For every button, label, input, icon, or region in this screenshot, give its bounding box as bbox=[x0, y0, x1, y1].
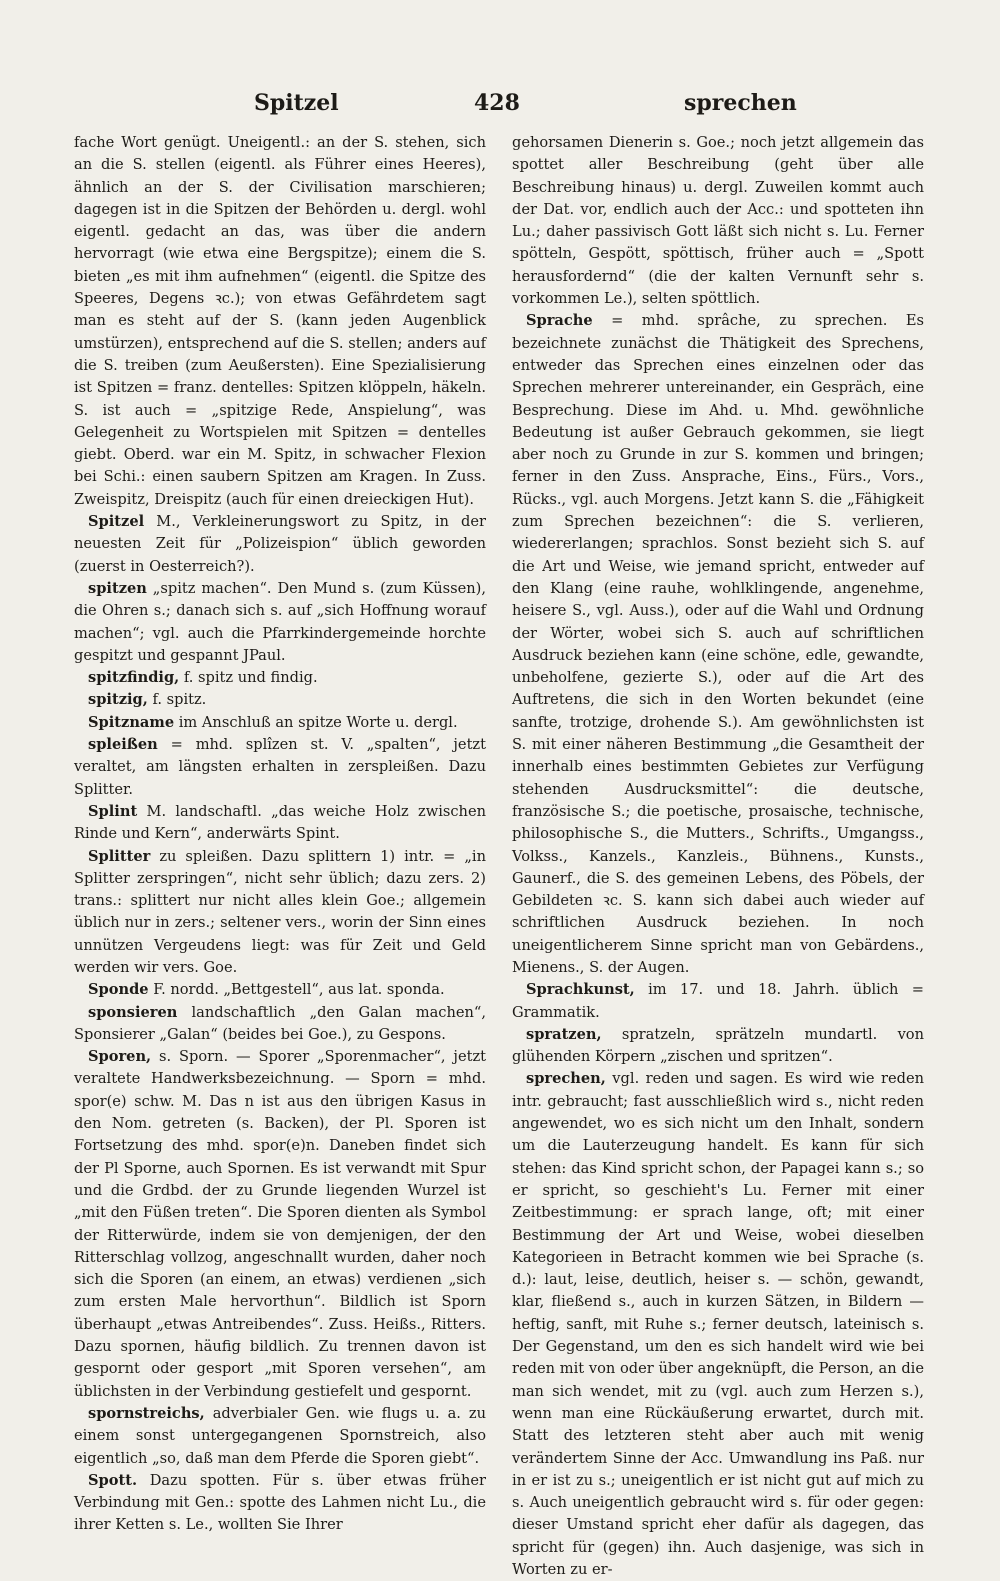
entry-headword: Splint bbox=[88, 802, 138, 820]
dictionary-entry bbox=[74, 578, 486, 667]
entry-headword: Sponde bbox=[88, 981, 149, 999]
dictionary-page bbox=[74, 80, 930, 1578]
dictionary-entry bbox=[74, 1470, 486, 1537]
entry-headword: Spitzel bbox=[88, 513, 145, 531]
entry-text: gehorsamen Dienerin s. Goe.; noch jetzt allgemein das spottet aller Beschreibung (geht über alle Beschreibung hinaus) u. dergl. Zuweilen kommt auch der Dat. vor, endlich auch der Acc.: und spotteten ihn Lu.; daher passivisch Gott läßt sich nicht s. Lu. Ferner spötteln, Gespött, spöttisch, früher auch = „Spott herausfordernd“ (die der kalten Vernunft sehr s. vorkommen Le.), selten spöttlich. bbox=[512, 134, 924, 308]
dictionary-entry bbox=[74, 132, 486, 511]
entry-text: Dazu spotten. Für s. über etwas früher Verbindung mit Gen.: spotte des Lahmen nicht Lu., die ihrer Ketten s. Le., wollten Sie Ihrer bbox=[74, 1471, 486, 1534]
entry-text: landschaftlich „den Galan machen“, Sponsierer „Galan“ (beides bei Goe.), zu Gespons. bbox=[74, 1003, 486, 1043]
entry-headword: spitzfindig, bbox=[88, 669, 180, 687]
right-column bbox=[512, 132, 924, 1578]
entry-text: zu spleißen. Dazu splittern 1) intr. = „in Splitter zerspringen“, nicht sehr üblich; dazu zers. 2) trans.: splittert nur nicht alles klein Goe.; allgemein üblich nur in zers.; seltener vers., worin der Sinn eines unnützen Vergeudens liegt: was für Zeit und Geld werden wir vers. Goe. bbox=[74, 847, 486, 976]
entry-headword: Sprache bbox=[526, 312, 593, 330]
entry-headword: spitzen bbox=[88, 579, 147, 597]
entry-text: adverbialer Gen. wie flugs u. a. zu einem sonst untergegangenen Spornstreich, also eigentlich „so, daß man dem Pferde die Sporen giebt“. bbox=[74, 1404, 486, 1467]
dictionary-entry bbox=[74, 1002, 486, 1047]
dictionary-entry bbox=[512, 979, 924, 1024]
dictionary-entry bbox=[74, 511, 486, 578]
entry-text: M., Verkleinerungswort zu Spitz, in der neuesten Zeit für „Polizeispion“ üblich geworden (zuerst in Oesterreich?). bbox=[74, 513, 486, 575]
entry-text: fache Wort genügt. Uneigentl.: an der S. stehen, sich an die S. stellen (eigentl. als Führer eines Heeres), ähnlich an der S. der Civilisation marschieren; dagegen ist in die Spitzen der Behörden u. dergl. wohl eigentl. gedacht an das, was über die andern hervorragt (wie etwa eine Bergspitze); einem die S. bieten „es mit ihm aufnehmen“ (eigentl. die Spitze des Speeres, Degens ꝛc.); von etwas Gefährdetem sagt man es steht auf der S. (kann jeden Augenblick umstürzen), entsprechend auf die S. stellen; anders auf die S. treiben (zum Aeußersten). Eine Spezialisierung ist Spitzen = franz. dentelles: Spitzen klöppeln, häkeln. S. ist auch = „spitzige Rede, Anspielung“, was Gelegenheit zu Wortspielen mit Spitzen = dentelles giebt. Oberd. war ein M. Spitz, in schwacher Flexion bei Schi.: einen saubern Spitzen am Kragen. In Zuss. Zweispitz, Dreispitz (auch für einen dreieckigen Hut). bbox=[74, 134, 486, 508]
entry-text: F. nordd. „Bettgestell“, aus lat. sponda. bbox=[148, 981, 445, 999]
entry-headword: spornstreichs, bbox=[88, 1404, 205, 1422]
dictionary-entry bbox=[74, 846, 486, 980]
dictionary-entry bbox=[74, 1046, 486, 1403]
entry-text: im Anschluß an spitze Worte u. dergl. bbox=[174, 713, 458, 731]
entry-headword: Spitzname bbox=[88, 713, 175, 731]
entry-text: „spitz machen“. Den Mund s. (zum Küssen), die Ohren s.; danach sich s. auf „sich Hoffnung worauf machen“; vgl. auch die Pfarrkindergemeinde horchte gespitzt und gespannt JPaul. bbox=[74, 579, 486, 664]
dictionary-entry bbox=[512, 310, 924, 979]
dictionary-entry bbox=[74, 712, 486, 734]
dictionary-entry bbox=[74, 801, 486, 846]
left-column bbox=[74, 132, 486, 1534]
dictionary-entry bbox=[74, 689, 486, 711]
entry-headword: Splitter bbox=[88, 847, 151, 865]
page-number: 428 bbox=[474, 90, 520, 116]
dictionary-entry bbox=[74, 734, 486, 801]
entry-headword: sponsieren bbox=[88, 1003, 178, 1021]
entry-headword: spleißen bbox=[88, 736, 158, 754]
dictionary-entry bbox=[74, 979, 486, 1001]
entry-text: = mhd. splîzen st. V. „spalten“, jetzt veraltet, am längsten erhalten in zerspleißen. Dazu Splitter. bbox=[74, 736, 486, 798]
entry-text: spratzeln, sprätzeln mundartl. von glühenden Körpern „zischen und spritzen“. bbox=[512, 1025, 924, 1066]
entry-text: f. spitz und findig. bbox=[179, 669, 318, 687]
header-right-catchword: sprechen bbox=[684, 90, 797, 116]
dictionary-entry bbox=[74, 1403, 486, 1470]
entry-headword: Sprachkunst, bbox=[526, 981, 635, 999]
entry-text: vgl. reden und sagen. Es wird wie reden intr. gebraucht; fast ausschließlich wird s., nicht reden angewendet, wo es sich nicht um den Inhalt, sondern um die Lauterzeugung handelt. Es kann für sich stehen: das Kind spricht schon, der Papagei kann s.; so er spricht, so geschieht's Lu. Ferner mit einer Zeitbestimmung: er sprach lange, oft; mit einer Bestimmung der Art und Weise, wobei dieselben Kategorieen in Betracht kommen wie bei Sprache (s. d.): laut, leise, deutlich, heiser s. — schön, gewandt, klar, fließend s., auch in kurzen Sätzen, in Bildern — heftig, sanft, mit Ruhe s.; ferner deutsch, lateinisch s. Der Gegenstand, um den es sich handelt wird wie bei reden mit von oder über angeknüpft, die Person, an die man sich wendet, mit zu (vgl. auch zum Herzen s.), wenn man eine Rückäußerung erwartet, durch mit. Statt des letzteren steht aber auch mit wenig verändertem Sinne der Acc. Umwandlung ins Paß. nur in er ist zu s.; uneigentlich er ist nicht gut auf mich zu s. Auch uneigentlich gebraucht wird s. für oder gegen: dieser Umstand spricht eher dafür als dagegen, das spricht für (gegen) ihn. Auch dasjenige, was sich in Worten zu er- bbox=[512, 1070, 924, 1578]
entry-headword: Sporen, bbox=[88, 1048, 152, 1066]
entry-headword: spitzig, bbox=[88, 691, 148, 709]
entry-text: M. landschaftl. „das weiche Holz zwischen Rinde und Kern“, anderwärts Spint. bbox=[74, 802, 486, 843]
header-left-catchword: Spitzel bbox=[254, 90, 339, 116]
entry-headword: Spott. bbox=[88, 1471, 138, 1489]
entry-text: im 17. und 18. Jahrh. üblich = Grammatik. bbox=[512, 981, 924, 1021]
dictionary-entry bbox=[512, 1068, 924, 1581]
entry-text: s. Sporn. — Sporer „Sporenmacher“, jetzt veraltete Handwerksbezeichnung. — Sporn = mhd. spor(e) schw. M. Das n ist aus den übrigen Kasus in den Nom. getreten (s. Backen), der Pl. Sporen ist Fortsetzung des mhd. spor(e)n. Daneben findet sich der Pl Sporne, auch Spornen. Es ist verwandt mit Spur und die Grdbd. der zu Grunde liegenden Wurzel ist „mit den Füßen treten“. Die Sporen dienten als Symbol der Ritterwürde, indem sie von demjenigen, der den Ritterschlag vollzog, angeschnallt wurden, daher noch sich die Sporen (an einem, an etwas) verdienen „sich zum ersten Male hervorthun“. Bildlich ist Sporn überhaupt „etwas Antreibendes“. Zuss. Heißs., Ritters. Dazu spornen, häufig bildlich. Zu trennen davon ist gespornt oder gesport „mit Sporen versehen“, am üblichsten in der Verbindung gestiefelt und gespornt. bbox=[74, 1048, 486, 1400]
running-header bbox=[74, 90, 930, 126]
dictionary-entry bbox=[512, 132, 924, 310]
entry-text: = mhd. sprâche, zu sprechen. Es bezeichnete zunächst die Thätigkeit des Sprechens, entweder das Sprechen eines einzelnen oder das Sprechen mehrerer untereinander, ein Gespräch, eine Besprechung. Diese im Ahd. u. Mhd. gewöhnliche Bedeutung ist außer Gebrauch gekommen, sie liegt aber noch zu Grunde in zur S. kommen und bringen; ferner in den Zuss. Ansprache, Eins., Fürs., Vors., Rücks., vgl. auch Morgens. Jetzt kann S. die „Fähigkeit zum Sprechen bezeichnen“: die S. verlieren, wiedererlangen; sprachlos. Sonst bezieht sich S. auf die Art und Weise, wie jemand spricht, entweder auf den Klang (eine rauhe, wohlklingende, angenehme, heisere S., vgl. Auss.), oder auf die Wahl und Ordnung der Wörter, wobei sich S. auch auf schriftlichen Ausdruck beziehen kann (eine schöne, edle, gewandte, unbeholfene, gezierte S.), oder auf die Art des Auftretens, die sich in den Worten bekundet (eine sanfte, trotzige, drohende S.). Am gewöhnlichsten ist S. mit einer näheren Bestimmung „die Gesamtheit der innerhalb eines bestimmten Gebietes zur Verfügung stehenden Ausdrucksmittel“: die deutsche, französische S.; die poetische, prosaische, technische, philosophische S., die Mutters., Schrifts., Umgangss., Volkss., Kanzels., Kanzleis., Bühnens., Kunsts., Gaunerf., die S. des gemeinen Lebens, des Pöbels, der Gebildeten ꝛc. S. kann sich dabei auch wieder auf schriftlichen Ausdruck beziehen. In noch uneigentlicherem Sinne spricht man von Gebärdens., Mienens., S. der Augen. bbox=[512, 312, 924, 976]
entry-text: f. spitz. bbox=[147, 691, 207, 709]
entry-headword: spratzen, bbox=[526, 1025, 602, 1043]
entry-headword: sprechen, bbox=[526, 1070, 606, 1088]
dictionary-entry bbox=[512, 1024, 924, 1069]
dictionary-entry bbox=[74, 667, 486, 689]
